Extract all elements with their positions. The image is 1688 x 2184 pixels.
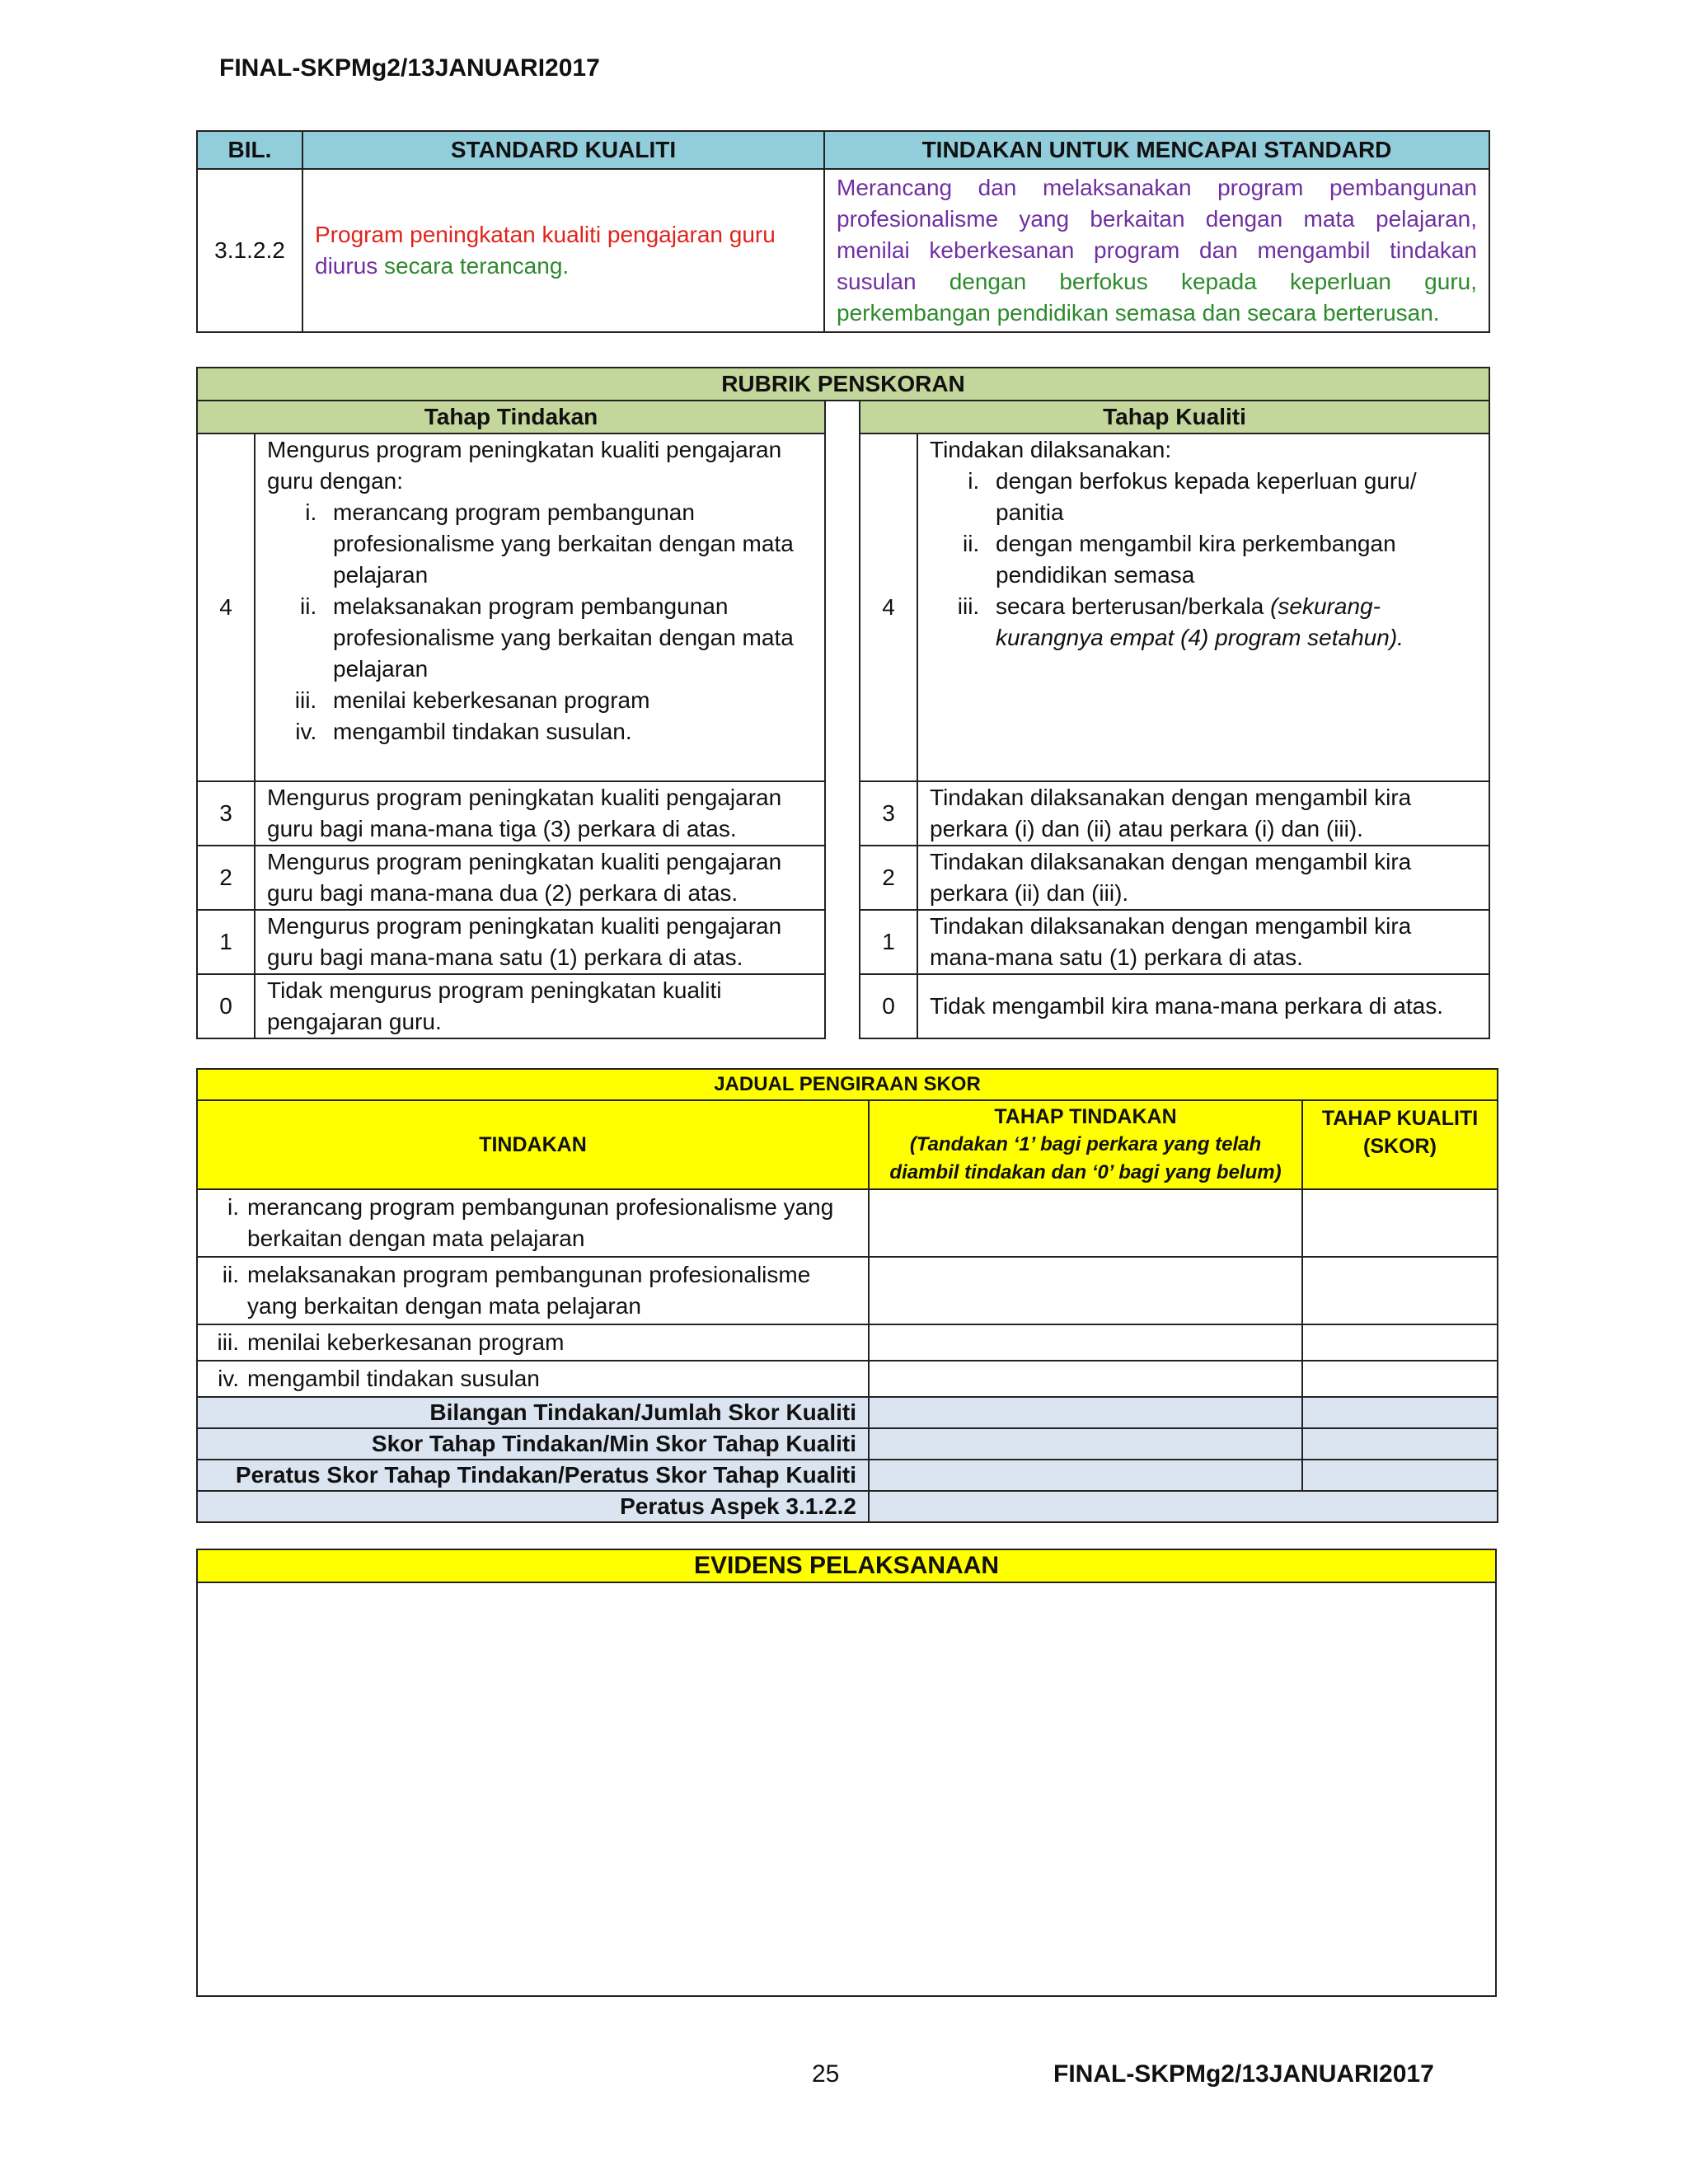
rubric-gap [825,974,860,1038]
standard-text [302,169,824,332]
level-2-score-right: 2 [860,846,917,910]
summary-bilangan-tindakan-cell[interactable] [869,1397,1302,1428]
item-text: merancang program pembangunan profesionalisme yang berkaitan dengan mata pelajaran [247,1194,834,1251]
level-0-score-right: 0 [860,974,917,1038]
rubric-gap [825,781,860,846]
level-4-tindakan [255,434,825,781]
tahap-kualiti-input-i[interactable] [1302,1189,1498,1257]
level-0-tindakan: Tidak mengurus program peningkatan kualiti pengajaran guru. [255,974,825,1038]
level-3-score-left: 3 [197,781,255,846]
col-tahap-kualiti: TAHAP KUALITI (SKOR) [1302,1100,1498,1189]
level-4-tindakan-list [267,497,813,748]
peratus-aspek-label: Peratus Aspek 3.1.2.2 [197,1491,869,1522]
tindakan-text-purple: Merancang dan melaksanakan program pembangunan profesionalisme yang berkaitan dengan mata pelajaran, menilai keberkesanan program dan mengambil tindakan susulan [837,175,1477,294]
col-tahap-tindakan [869,1100,1302,1189]
table-row-item-iv [197,1361,869,1397]
rubric-gap [825,910,860,974]
rubric-gap [825,401,860,434]
level-4-score-left: 4 [197,434,255,781]
level-4-kualiti [917,434,1489,781]
item-numeral: iii. [217,1329,239,1355]
item-text: menilai keberkesanan program [247,1329,565,1355]
col-tindakan-standard: TINDAKAN UNTUK MENCAPAI STANDARD [824,131,1489,169]
rubric-left-header: Tahap Tindakan [197,401,825,434]
col-tindakan: TINDAKAN [197,1100,869,1189]
level-2-tindakan: Mengurus program peningkatan kualiti pengajaran guru bagi mana-mana dua (2) perkara di atas. [255,846,825,910]
level-1-kualiti: Tindakan dilaksanakan dengan mengambil kira mana-mana satu (1) perkara di atas. [917,910,1489,974]
peratus-aspek-cell[interactable] [869,1491,1498,1522]
list-item-text: secara berterusan/berkala [996,593,1271,619]
summary-peratus-kualiti-cell[interactable] [1302,1460,1498,1491]
level-4-kualiti-intro: Tindakan dilaksanakan: [930,437,1172,462]
tahap-kualiti-input-iii[interactable] [1302,1324,1498,1361]
list-item: i. dengan berfokus kepada keperluan guru/ panitia [986,466,1477,528]
tahap-tindakan-input-iii[interactable] [869,1324,1302,1361]
rubric-gap [825,434,860,781]
summary-bilangan-label: Bilangan Tindakan/Jumlah Skor Kualiti [197,1397,869,1428]
level-4-score-right: 4 [860,434,917,781]
rubric-gap [825,846,860,910]
level-1-tindakan: Mengurus program peningkatan kualiti pengajaran guru bagi mana-mana satu (1) perkara di atas. [255,910,825,974]
tahap-tindakan-input-ii[interactable] [869,1257,1302,1324]
item-numeral: i. [227,1194,239,1220]
list-item-italic-note: (sekurang-kurangnya empat (4) program setahun). [996,593,1404,650]
col-bil: BIL. [197,131,302,169]
page-number: 25 [812,2060,840,2088]
document-code-footer: FINAL-SKPMg2/13JANUARI2017 [1053,2060,1434,2088]
table-row-item-ii [197,1257,869,1324]
level-0-score-left: 0 [197,974,255,1038]
item-numeral: ii. [222,1262,239,1287]
rubric-title: RUBRIK PENSKORAN [197,368,1489,401]
item-numeral: iv. [218,1366,239,1391]
list-item: ii. melaksanakan program pembangunan profesionalisme yang berkaitan dengan mata pelajaran [323,591,813,685]
summary-skor-kualiti-cell[interactable] [1302,1428,1498,1460]
standard-text-red: Program peningkatan kualiti pengajaran guru [315,222,776,247]
col-standard-kualiti: STANDARD KUALITI [302,131,824,169]
summary-skor-label: Skor Tahap Tindakan/Min Skor Tahap Kualiti [197,1428,869,1460]
item-text: mengambil tindakan susulan [247,1366,540,1391]
tahap-kualiti-input-iv[interactable] [1302,1361,1498,1397]
rubric-right-header: Tahap Kualiti [860,401,1489,434]
tindakan-text [824,169,1489,332]
table-row-item-i [197,1189,869,1257]
level-3-kualiti: Tindakan dilaksanakan dengan mengambil kira perkara (i) dan (ii) atau perkara (i) dan (iii). [917,781,1489,846]
level-3-score-right: 3 [860,781,917,846]
bil-value: 3.1.2.2 [197,169,302,332]
col-tahap-tindakan-label: TAHAP TINDAKAN [994,1105,1177,1128]
level-1-score-right: 1 [860,910,917,974]
list-item [986,591,1477,654]
evidens-table [196,1549,1497,1997]
level-4-tindakan-intro: Mengurus program peningkatan kualiti pengajaran guru dengan: [267,437,782,494]
table-row-item-iii [197,1324,869,1361]
summary-peratus-tindakan-cell[interactable] [869,1460,1302,1491]
list-item: iii. menilai keberkesanan program [323,685,813,716]
level-2-score-left: 2 [197,846,255,910]
evidens-title: EVIDENS PELAKSANAAN [197,1549,1496,1582]
summary-skor-tindakan-cell[interactable] [869,1428,1302,1460]
score-table [196,1068,1498,1523]
tahap-tindakan-input-iv[interactable] [869,1361,1302,1397]
tindakan-text-green: dengan berfokus kepada keperluan guru, perkembangan pendidikan semasa dan secara berterusan. [837,269,1477,326]
summary-bilangan-kualiti-cell[interactable] [1302,1397,1498,1428]
rubric-table [196,367,1490,1039]
list-item: ii. dengan mengambil kira perkembangan pendidikan semasa [986,528,1477,591]
col-tahap-tindakan-note: (Tandakan ‘1’ bagi perkara yang telah diambil tindakan dan ‘0’ bagi yang belum) [889,1133,1282,1183]
list-item: i. merancang program pembangunan profesionalisme yang berkaitan dengan mata pelajaran [323,497,813,591]
standard-table [196,130,1490,333]
level-4-kualiti-list [930,466,1477,654]
standard-text-green: secara terancang. [377,253,570,279]
summary-peratus-label: Peratus Skor Tahap Tindakan/Peratus Skor Tahap Kualiti [197,1460,869,1491]
level-0-kualiti: Tidak mengambil kira mana-mana perkara di atas. [917,974,1489,1038]
tahap-tindakan-input-i[interactable] [869,1189,1302,1257]
item-text: melaksanakan program pembangunan profesionalisme yang berkaitan dengan mata pelajaran [247,1262,811,1319]
level-3-tindakan: Mengurus program peningkatan kualiti pengajaran guru bagi mana-mana tiga (3) perkara di atas. [255,781,825,846]
level-1-score-left: 1 [197,910,255,974]
evidens-box[interactable] [197,1582,1496,1996]
document-code-header: FINAL-SKPMg2/13JANUARI2017 [219,54,600,82]
standard-text-purple: diurus [315,253,378,279]
tahap-kualiti-input-ii[interactable] [1302,1257,1498,1324]
score-table-title: JADUAL PENGIRAAN SKOR [197,1069,1498,1100]
level-2-kualiti: Tindakan dilaksanakan dengan mengambil kira perkara (ii) dan (iii). [917,846,1489,910]
list-item: iv. mengambil tindakan susulan. [323,716,813,748]
